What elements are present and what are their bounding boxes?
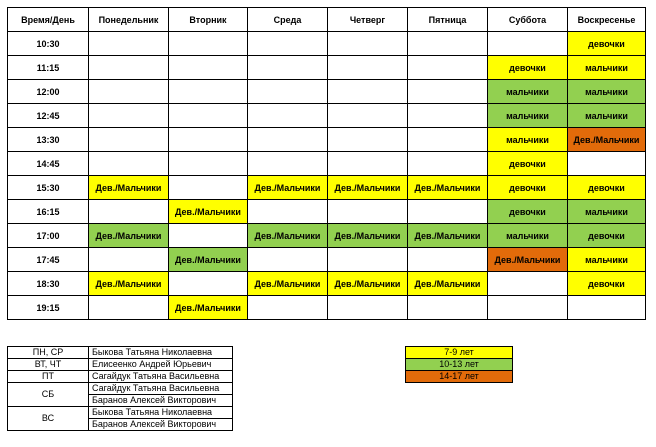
empty-cell [89, 296, 169, 320]
time-slot: 17:00 [8, 224, 89, 248]
time-slot: 12:45 [8, 104, 89, 128]
empty-cell [169, 128, 248, 152]
session-cell: девочки [568, 272, 646, 296]
staff-row [8, 359, 233, 371]
empty-cell [169, 56, 248, 80]
header-day: Суббота [488, 8, 568, 32]
empty-cell [89, 80, 169, 104]
time-slot: 19:15 [8, 296, 89, 320]
header-day: Вторник [169, 8, 248, 32]
empty-cell [89, 32, 169, 56]
schedule-table [7, 7, 646, 320]
staff-days: ВТ, ЧТ [8, 359, 89, 371]
time-slot: 14:45 [8, 152, 89, 176]
empty-cell [488, 32, 568, 56]
header-day: Среда [248, 8, 328, 32]
schedule-row [8, 128, 646, 152]
empty-cell [89, 200, 169, 224]
session-cell: Дев./Мальчики [408, 272, 488, 296]
empty-cell [248, 200, 328, 224]
schedule-row [8, 104, 646, 128]
empty-cell [248, 80, 328, 104]
staff-days: ВС [8, 407, 89, 431]
session-cell: мальчики [568, 80, 646, 104]
session-cell: мальчики [488, 104, 568, 128]
schedule-row [8, 152, 646, 176]
session-cell: девочки [488, 152, 568, 176]
session-cell: Дев./Мальчики [169, 200, 248, 224]
schedule-row [8, 32, 646, 56]
session-cell: девочки [488, 56, 568, 80]
empty-cell [488, 272, 568, 296]
staff-row [8, 407, 233, 419]
session-cell: девочки [488, 200, 568, 224]
empty-cell [328, 128, 408, 152]
empty-cell [408, 80, 488, 104]
session-cell: Дев./Мальчики [89, 224, 169, 248]
empty-cell [248, 296, 328, 320]
session-cell: Дев./Мальчики [248, 224, 328, 248]
schedule-row [8, 56, 646, 80]
empty-cell [248, 56, 328, 80]
session-cell: Дев./Мальчики [169, 296, 248, 320]
session-cell: Дев./Мальчики [408, 176, 488, 200]
session-cell: Дев./Мальчики [248, 272, 328, 296]
session-cell: мальчики [568, 248, 646, 272]
empty-cell [169, 152, 248, 176]
empty-cell [408, 248, 488, 272]
time-slot: 15:30 [8, 176, 89, 200]
empty-cell [328, 296, 408, 320]
empty-cell [328, 32, 408, 56]
session-cell: мальчики [488, 224, 568, 248]
session-cell: Дев./Мальчики [248, 176, 328, 200]
staff-name: Баранов Алексей Викторович [89, 395, 233, 407]
session-cell: Дев./Мальчики [328, 224, 408, 248]
empty-cell [328, 104, 408, 128]
empty-cell [568, 152, 646, 176]
time-slot: 17:45 [8, 248, 89, 272]
header-day: Четверг [328, 8, 408, 32]
schedule-row [8, 80, 646, 104]
staff-name: Баранов Алексей Викторович [89, 419, 233, 431]
staff-days: ПТ [8, 371, 89, 383]
header-day: Воскресенье [568, 8, 646, 32]
age-legend [405, 346, 513, 383]
schedule-row [8, 200, 646, 224]
empty-cell [408, 152, 488, 176]
time-slot: 13:30 [8, 128, 89, 152]
header-day: Пятница [408, 8, 488, 32]
staff-row [8, 371, 233, 383]
empty-cell [568, 296, 646, 320]
empty-cell [89, 152, 169, 176]
empty-cell [328, 200, 408, 224]
empty-cell [488, 296, 568, 320]
empty-cell [169, 104, 248, 128]
staff-days: ПН, СР [8, 347, 89, 359]
empty-cell [408, 104, 488, 128]
empty-cell [89, 56, 169, 80]
staff-row [8, 383, 233, 395]
legend-item: 7-9 лет [406, 347, 513, 359]
session-cell: Дев./Мальчики [408, 224, 488, 248]
schedule-row [8, 176, 646, 200]
legend-item: 14-17 лет [406, 371, 513, 383]
empty-cell [248, 248, 328, 272]
session-cell: Дев./Мальчики [568, 128, 646, 152]
staff-name: Быкова Татьяна Николаевна [89, 347, 233, 359]
empty-cell [89, 104, 169, 128]
staff-name: Быкова Татьяна Николаевна [89, 407, 233, 419]
staff-row [8, 347, 233, 359]
empty-cell [89, 248, 169, 272]
schedule-header-row [8, 8, 646, 32]
empty-cell [169, 32, 248, 56]
session-cell: девочки [568, 32, 646, 56]
session-cell: Дев./Мальчики [328, 176, 408, 200]
empty-cell [89, 128, 169, 152]
empty-cell [248, 152, 328, 176]
session-cell: мальчики [488, 128, 568, 152]
empty-cell [408, 200, 488, 224]
empty-cell [408, 56, 488, 80]
session-cell: Дев./Мальчики [488, 248, 568, 272]
session-cell: Дев./Мальчики [89, 176, 169, 200]
session-cell: Дев./Мальчики [89, 272, 169, 296]
empty-cell [248, 32, 328, 56]
header-day: Понедельник [89, 8, 169, 32]
empty-cell [408, 128, 488, 152]
schedule-row [8, 248, 646, 272]
empty-cell [328, 56, 408, 80]
session-cell: Дев./Мальчики [169, 248, 248, 272]
session-cell: мальчики [488, 80, 568, 104]
empty-cell [328, 152, 408, 176]
empty-cell [248, 104, 328, 128]
staff-days: СБ [8, 383, 89, 407]
session-cell: мальчики [568, 200, 646, 224]
empty-cell [248, 128, 328, 152]
empty-cell [408, 296, 488, 320]
session-cell: девочки [568, 176, 646, 200]
time-slot: 16:15 [8, 200, 89, 224]
session-cell: девочки [568, 224, 646, 248]
staff-table [7, 346, 233, 431]
time-slot: 18:30 [8, 272, 89, 296]
empty-cell [408, 32, 488, 56]
header-time-day: Время/День [8, 8, 89, 32]
empty-cell [169, 80, 248, 104]
time-slot: 11:15 [8, 56, 89, 80]
empty-cell [169, 224, 248, 248]
session-cell: девочки [488, 176, 568, 200]
empty-cell [328, 80, 408, 104]
time-slot: 12:00 [8, 80, 89, 104]
schedule-row [8, 296, 646, 320]
session-cell: Дев./Мальчики [328, 272, 408, 296]
empty-cell [328, 248, 408, 272]
staff-name: Сагайдук Татьяна Васильевна [89, 371, 233, 383]
schedule-row [8, 272, 646, 296]
session-cell: мальчики [568, 56, 646, 80]
empty-cell [169, 176, 248, 200]
session-cell: мальчики [568, 104, 646, 128]
empty-cell [169, 272, 248, 296]
schedule-row [8, 224, 646, 248]
staff-name: Елисеенко Андрей Юрьевич [89, 359, 233, 371]
time-slot: 10:30 [8, 32, 89, 56]
staff-name: Сагайдук Татьяна Васильевна [89, 383, 233, 395]
legend-item: 10-13 лет [406, 359, 513, 371]
